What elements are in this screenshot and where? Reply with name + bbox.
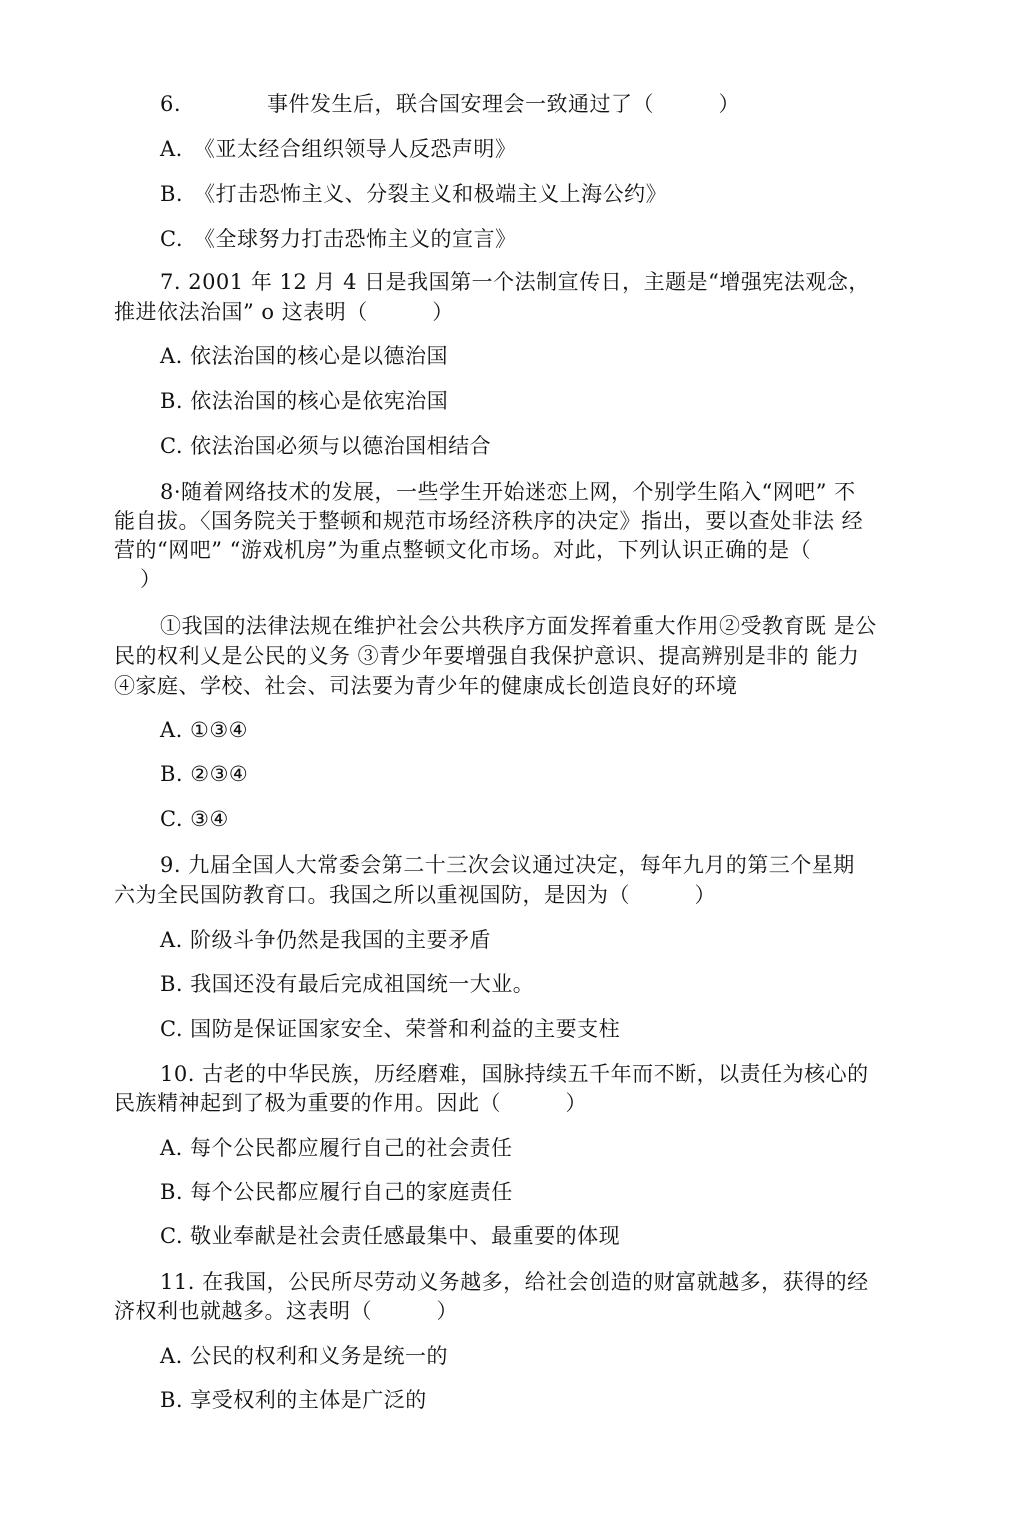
q6-option-c: C. 《全球努力打击恐怖主义的宣言》 xyxy=(160,227,517,251)
q9-option-a: A. 阶级斗争仍然是我国的主要矛盾 xyxy=(160,928,492,952)
q6-option-a: A. 《亚太经合组织领导人反恐声明》 xyxy=(160,137,517,161)
q8-option-c: C. ③④ xyxy=(160,807,229,831)
q8-option-a: A. ①③④ xyxy=(160,718,248,742)
q10-stem-line1: 10. 古老的中华民族，历经磨难，国脉持续五千年而不断，以责任为核心的 xyxy=(160,1062,869,1086)
q8-stem-line3: 营的“网吧” “游戏机房”为重点整顿文化市场。对此，下列认识正确的是（ xyxy=(114,538,812,562)
q8-statement-line3: ④家庭、学校、社会、司法要为青少年的健康成长创造良好的环境 xyxy=(114,674,738,698)
q11-stem-line2: 济权利也就越多。这表明（ ） xyxy=(114,1299,458,1323)
q11-stem-line1: 11. 在我国，公民所尽劳动义务越多，给社会创造的财富就越多，获得的经 xyxy=(160,1270,869,1294)
q6-option-b: B. 《打击恐怖主义、分裂主义和极端主义上海公约》 xyxy=(160,182,668,206)
q7-option-c: C. 依法治国必须与以德治国相结合 xyxy=(160,434,492,458)
q9-stem-line2: 六为全民国防教育口。我国之所以重视国防，是因为（ ） xyxy=(114,883,716,907)
q10-option-c: C. 敬业奉献是社会责任感最集中、最重要的体现 xyxy=(160,1224,621,1248)
q7-option-b: B. 依法治国的核心是依宪治国 xyxy=(160,389,449,413)
q10-option-b: B. 每个公民都应履行自己的家庭责任 xyxy=(160,1180,513,1204)
q6-number: 6. xyxy=(160,92,182,116)
q8-stem-line2: 能自拔。〈国务院关于整顿和规范市场经济秩序的决定》指出，要以查处非法 经 xyxy=(114,509,864,533)
q8-stem-line4: ） xyxy=(140,567,162,591)
q9-option-c: C. 国防是保证国家安全、荣誉和利益的主要支柱 xyxy=(160,1017,621,1041)
q9-stem-line1: 9. 九届全国人大常委会第二十三次会议通过决定，每年九月的第三个星期 xyxy=(160,853,855,877)
q7-stem-line2: 推进依法治国” o 这表明（ ） xyxy=(114,300,454,324)
q7-stem-line1: 7. 2001 年 12 月 4 日是我国第一个法制宣传日，主题是“增强宪法观念， xyxy=(160,270,870,294)
q10-stem-line2: 民族精神起到了极为重要的作用。因此（ ） xyxy=(114,1091,587,1115)
q10-option-a: A. 每个公民都应履行自己的社会责任 xyxy=(160,1136,513,1160)
q11-option-a: A. 公民的权利和义务是统一的 xyxy=(160,1344,449,1368)
q6-stem-text: 事件发生后，联合国安理会一致通过了（ ） xyxy=(267,92,741,116)
q6-stem xyxy=(160,90,740,118)
q11-option-b: B. 享受权利的主体是广泛的 xyxy=(160,1388,427,1412)
q8-statement-line2: 民的权利乂是公民的义务 ③青少年要增强自我保护意识、提高辨别是非的 能力 xyxy=(114,644,860,668)
q8-stem-line1: 8·随着网络技术的发展，一些学生开始迷恋上网，个别学生陷入“网吧” 不 xyxy=(160,480,856,504)
q7-option-a: A. 依法治国的核心是以德治国 xyxy=(160,344,449,368)
q8-statement-line1: ①我国的法律法规在维护社会公共秩序方面发挥着重大作用②受教育既 是公 xyxy=(160,614,877,638)
q8-option-b: B. ②③④ xyxy=(160,762,249,786)
q9-option-b: B. 我国还没有最后完成祖国统一大业。 xyxy=(160,972,535,996)
